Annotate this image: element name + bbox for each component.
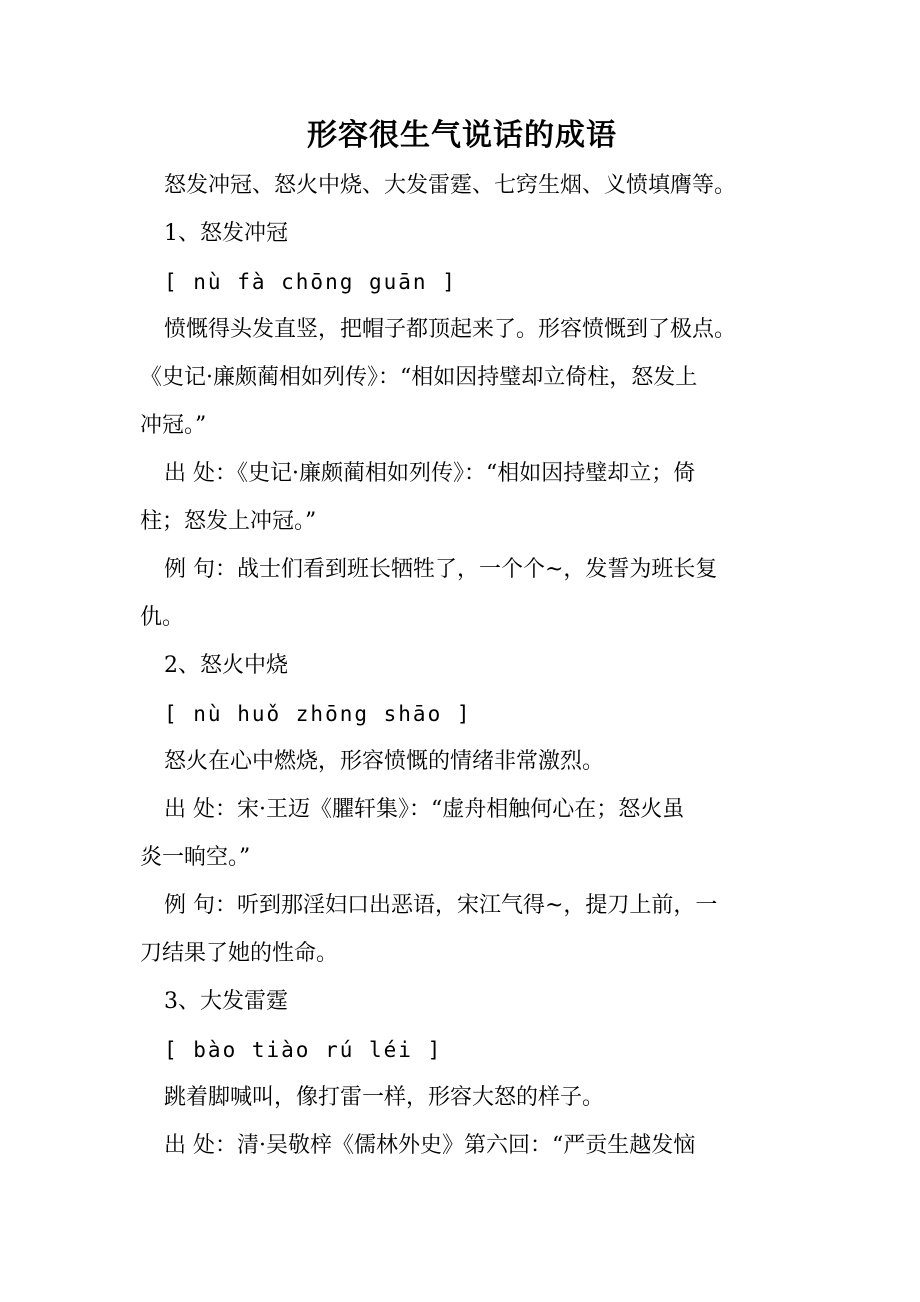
pinyin-text: [ nù huǒ zhōng shāo ] xyxy=(164,702,472,726)
text-line: 2、怒火中烧 xyxy=(164,653,288,678)
text-line: 刀结果了她的性命。 xyxy=(140,941,339,966)
pinyin-text: [ bào tiào rú léi ] xyxy=(164,1038,443,1062)
text-line: 出 处：《史记·廉颇蔺相如列传》：“相如因持璧却立；倚 xyxy=(164,461,696,486)
pinyin-line xyxy=(140,258,784,306)
pinyin-text: [ nù fà chōng guān ] xyxy=(164,270,457,294)
pinyin-line xyxy=(140,690,784,738)
text-line: 愤慨得头发直竖，把帽子都顶起来了。形容愤慨到了极点。 xyxy=(164,317,737,342)
text-line: 出 处：宋·王迈《臞轩集》：“虚舟相触何心在；怒火虽 xyxy=(164,797,685,822)
document-title: 形容很生气说话的成语 xyxy=(307,118,617,153)
text-line: 仇。 xyxy=(140,605,185,630)
text-line: 怒火在心中燃烧，形容愤慨的情绪非常激烈。 xyxy=(164,749,605,774)
text-line: 1、怒发冲冠 xyxy=(164,221,288,246)
text-line: 柱；怒发上冲冠。” xyxy=(140,509,317,534)
pinyin-line xyxy=(140,1026,784,1074)
text-line: 怒发冲冠、怒火中烧、大发雷霆、七窍生烟、义愤填膺等。 xyxy=(164,173,737,198)
text-line: 冲冠。” xyxy=(140,413,207,438)
text-line: 炎一晌空。” xyxy=(140,845,251,870)
text-line: 《史记·廉颇蔺相如列传》：“相如因持璧却立倚柱，怒发上 xyxy=(140,365,698,390)
text-line: 跳着脚喊叫，像打雷一样，形容大怒的样子。 xyxy=(164,1085,605,1110)
text-line: 3、大发雷霆 xyxy=(164,989,288,1014)
text-line: 出 处：清·吴敬梓《儒林外史》第六回：“严贡生越发恼 xyxy=(164,1133,696,1158)
text-line: 例 句：战士们看到班长牺牲了，一个个~，发誓为班长复 xyxy=(164,557,718,582)
text-line: 例 句：听到那淫妇口出恶语，宋江气得~，提刀上前，一 xyxy=(164,893,718,918)
document-body xyxy=(140,162,784,1170)
